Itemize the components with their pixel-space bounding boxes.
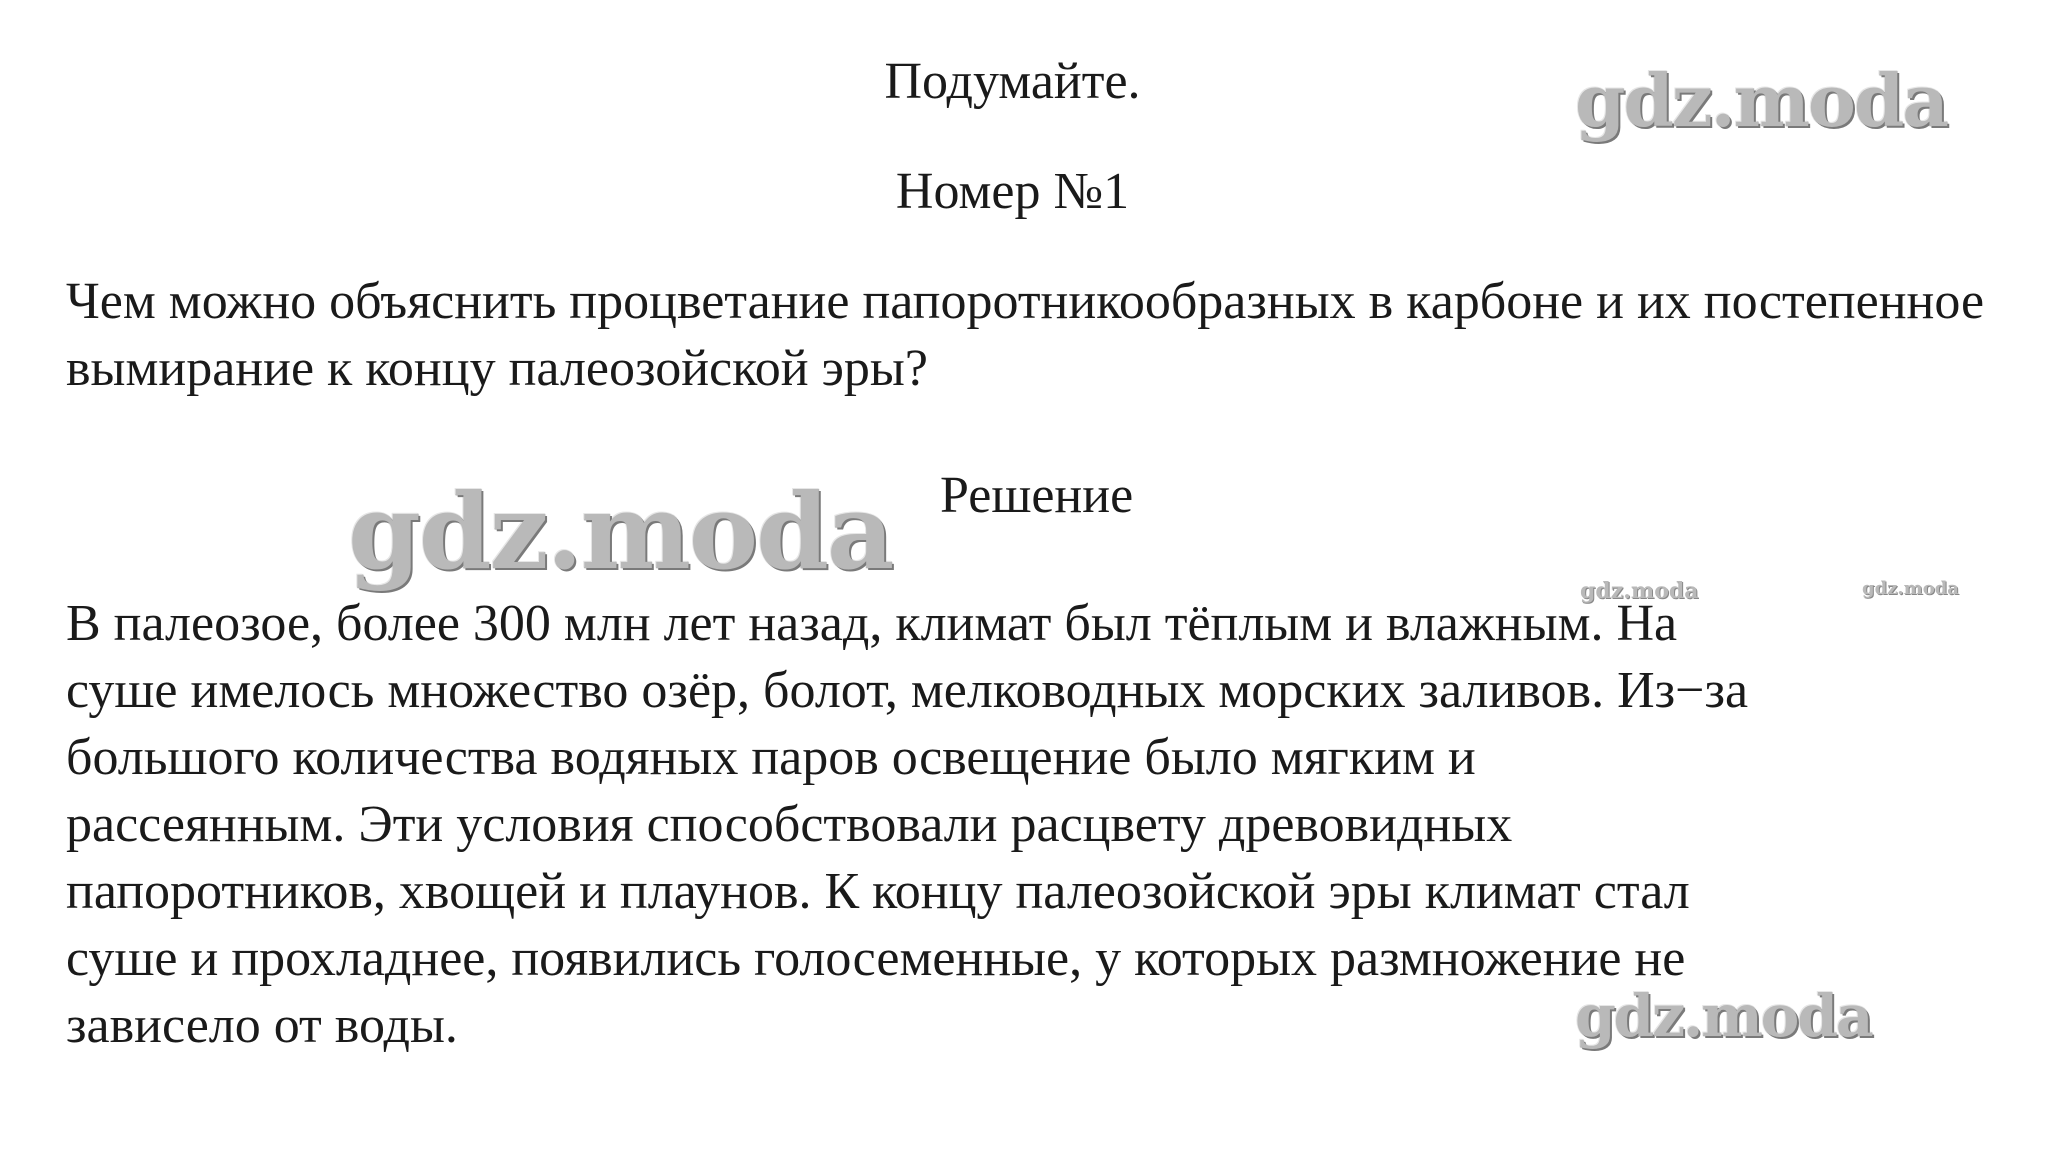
think-heading: Подумайте. xyxy=(884,53,1141,110)
question-text: Чем можно объяснить процветание папоротникообразных в карбоне и их постепенное вымирание к концу палеозойской эры? xyxy=(66,273,1985,397)
solution-line: рассеянным. Эти условия способствовали расцвету древовидных xyxy=(66,796,1513,853)
watermark-logo: gdz.moda xyxy=(1580,578,1699,604)
solution-text xyxy=(66,590,1748,1059)
exercise-number-heading: Номер №1 xyxy=(895,163,1130,220)
solution-line: зависело от воды. xyxy=(66,997,458,1054)
solution-line: суше и прохладнее, появились голосеменные, у которых размножение не xyxy=(66,930,1686,987)
solution-line: суше имелось множество озёр, болот, мелководных морских заливов. Из−за xyxy=(66,662,1749,719)
watermark-logo: gdz.moda xyxy=(348,470,893,593)
watermark-logo: gdz.moda xyxy=(1575,982,1872,1050)
solution-line: большого количества водяных паров освещение было мягким и xyxy=(66,729,1476,786)
solution-line: папоротников, хвощей и плаунов. К концу палеозойской эры климат стал xyxy=(66,863,1690,920)
watermark-logo: gdz.moda xyxy=(1862,578,1959,599)
solution-line: В палеозое, более 300 млн лет назад, климат был тёплым и влажным. На xyxy=(66,595,1678,652)
solution-heading: Решение xyxy=(940,467,1134,524)
watermark-logo: gdz.moda xyxy=(1575,58,1947,143)
